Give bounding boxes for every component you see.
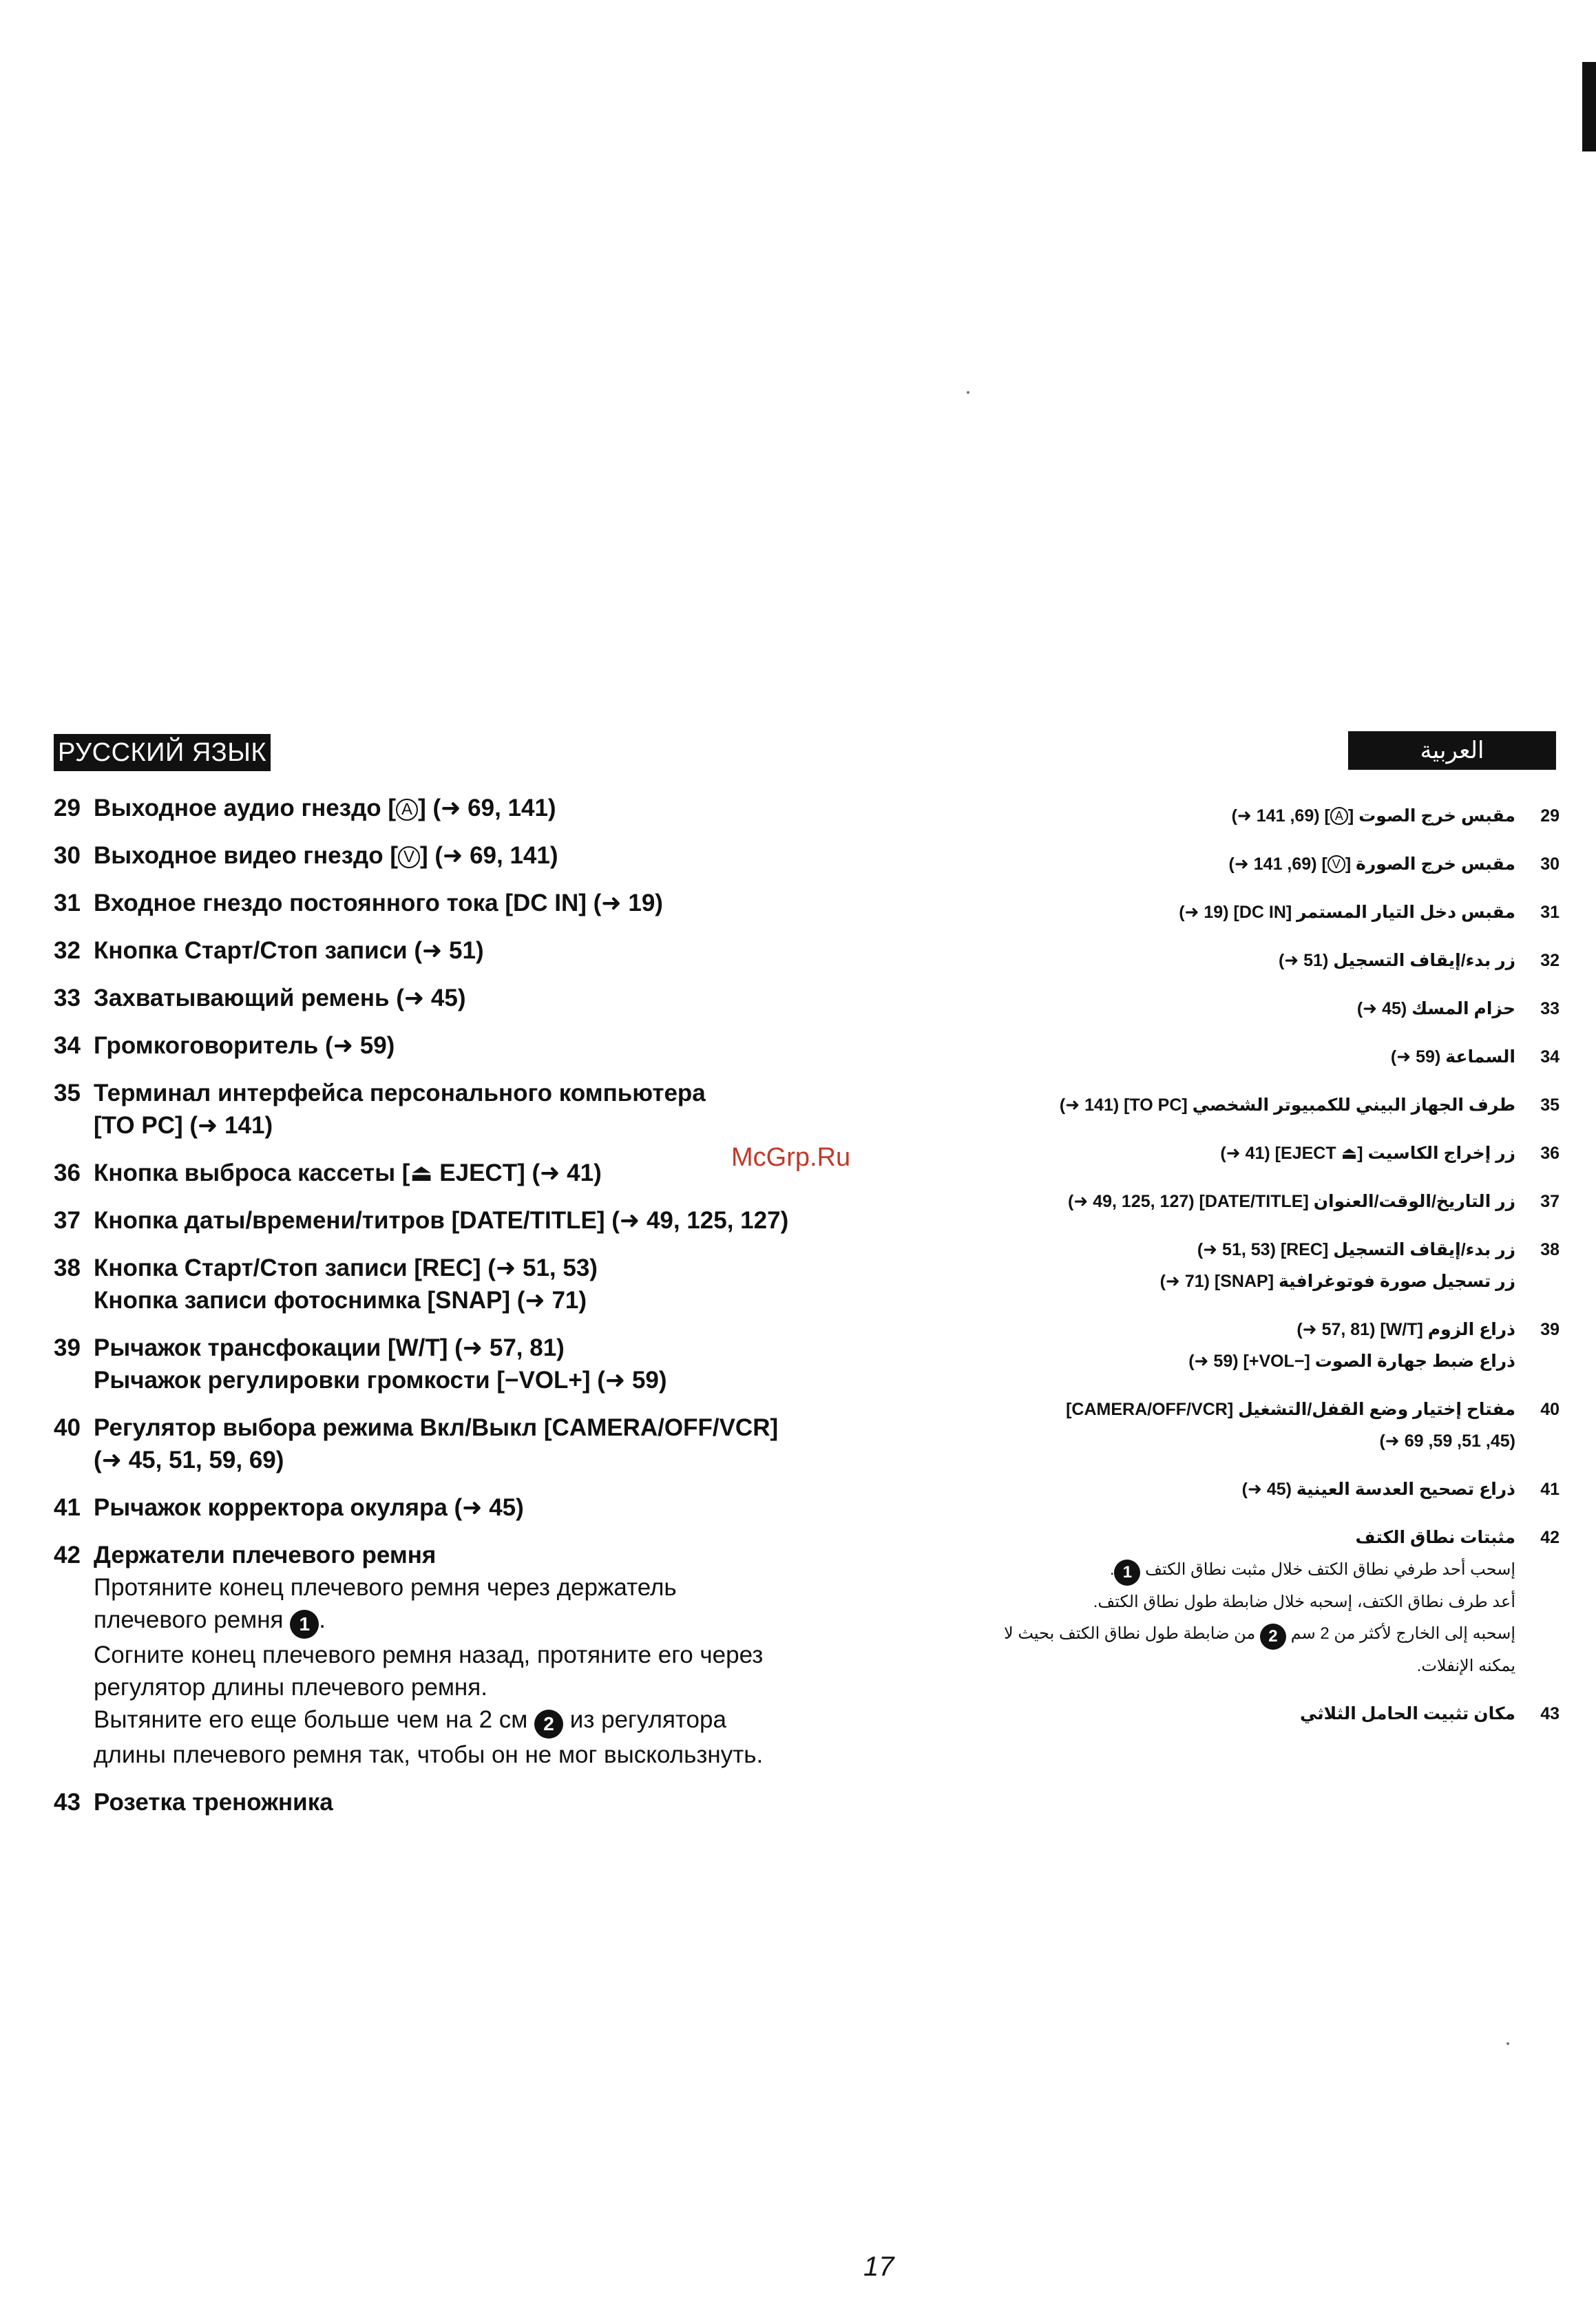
item-text: Кнопка Старт/Стоп записи [REC] (➜ 51, 53) Кнопка записи фотоснимка [SNAP] (➜ 71) xyxy=(94,1255,598,1314)
item-number: 35 xyxy=(54,1080,81,1106)
item-number: 41 xyxy=(1540,1480,1560,1499)
item-text: زر بدء/إيقاف التسجيل (51 ➜) xyxy=(1278,951,1515,970)
item-number: 35 xyxy=(1540,1095,1560,1115)
item-text: Терминал интерфейса персонального компьютера [TO PC] (➜ 141) xyxy=(94,1080,706,1139)
item-number: 42 xyxy=(1540,1528,1560,1547)
item-text: حزام المسك (45 ➜) xyxy=(1356,999,1515,1018)
item-number: 31 xyxy=(54,890,81,916)
page-edge-marker xyxy=(1582,62,1596,151)
scan-speck xyxy=(1506,2042,1509,2045)
item-text: Выходное аудио гнездо [ A ] (➜ 69, 141) xyxy=(94,795,556,821)
item-text: السماعة (59 ➜) xyxy=(1390,1047,1515,1067)
item-text: زر التاريخ/الوقت/العنوان [DATE/TITLE] (49, 125, 127 ➜) xyxy=(1068,1192,1515,1211)
list-item xyxy=(936,1041,1560,1073)
item-text: مقبس خرج الصورة [V] (69, 141 ➜) xyxy=(1228,854,1515,874)
item-number: 40 xyxy=(1540,1400,1560,1419)
section-tab-arabic: العربية xyxy=(1348,731,1556,770)
item-number: 34 xyxy=(1540,1047,1560,1067)
eject-icon: ⏏ xyxy=(410,1160,433,1186)
list-item xyxy=(936,1137,1560,1169)
video-jack-icon: V xyxy=(1327,855,1345,873)
list-item xyxy=(936,896,1560,928)
list-item xyxy=(936,1522,1560,1681)
list-item xyxy=(936,1698,1560,1730)
list-item xyxy=(54,1539,880,1771)
list-item xyxy=(936,848,1560,880)
list-item xyxy=(936,1186,1560,1217)
section-tab-russian: РУССКИЙ ЯЗЫК xyxy=(54,734,271,771)
watermark: McGrp.Ru xyxy=(731,1143,851,1172)
step-1-badge: 1 xyxy=(290,1610,319,1639)
item-number: 33 xyxy=(54,985,81,1011)
video-jack-icon: V xyxy=(398,846,420,868)
item-text: Кнопка даты/времени/титров [DATE/TITLE] (➜ 49, 125, 127) xyxy=(94,1207,789,1234)
item-text: مثبتات نطاق الكتف إسحب أحد طرفي نطاق الكتف خلال مثبت نطاق الكتف 1. أعد طرف نطاق الكتف، إسحبه خلال ضابطة طول نطاق الكتف. إسحبه إلى الخارج لأكثر من 2 سم 2 من ضابطة طول نطاق الكتف بحيث لا يمكنه الإنفلات. xyxy=(1003,1528,1515,1675)
item-number: 40 xyxy=(54,1414,81,1441)
list-item xyxy=(936,1089,1560,1121)
item-number: 41 xyxy=(54,1494,81,1521)
item-text: زر بدء/إيقاف التسجيل [REC] (51, 53 ➜) زر تسجيل صورة فوتوغرافية [SNAP] (71 ➜) xyxy=(1159,1240,1515,1291)
list-item xyxy=(54,1077,880,1142)
list-item xyxy=(54,887,880,919)
list-item xyxy=(54,1252,880,1316)
item-number: 29 xyxy=(54,795,81,821)
list-item xyxy=(54,934,880,967)
item-number: 38 xyxy=(1540,1240,1560,1259)
item-number: 39 xyxy=(54,1334,81,1361)
item-number: 33 xyxy=(1540,999,1560,1018)
item-text: Громкоговоритель (➜ 59) xyxy=(94,1032,395,1059)
russian-parts-list xyxy=(54,792,880,1834)
item-text: ذراع تصحيح العدسة العينية (45 ➜) xyxy=(1241,1480,1515,1499)
item-number: 36 xyxy=(54,1160,81,1186)
item-number: 30 xyxy=(54,842,81,869)
step-2-badge: 2 xyxy=(534,1710,563,1739)
list-item xyxy=(54,1204,880,1237)
list-item xyxy=(54,1786,880,1818)
item-number: 38 xyxy=(54,1255,81,1281)
list-item xyxy=(54,1412,880,1476)
item-text: Регулятор выбора режима Вкл/Выкл [CAMERA/OFF/VCR] (➜ 45, 51, 59, 69) xyxy=(94,1414,779,1473)
eject-icon: ⏏ xyxy=(1341,1144,1358,1163)
list-item xyxy=(54,1332,880,1396)
item-text: Входное гнездо постоянного тока [DC IN] (➜ 19) xyxy=(94,890,663,916)
item-text: Рычажок корректора окуляра (➜ 45) xyxy=(94,1494,524,1521)
list-item xyxy=(936,800,1560,832)
item-text: طرف الجهاز البيني للكمبيوتر الشخصي [TO PC] (141 ➜) xyxy=(1059,1095,1515,1115)
item-text: Рычажок трансфокации [W/T] (➜ 57, 81) Рычажок регулировки громкости [−VOL+] (➜ 59) xyxy=(94,1334,667,1394)
item-number: 42 xyxy=(54,1542,81,1568)
item-text: مكان تثبيت الحامل الثلاثي xyxy=(1299,1704,1515,1723)
item-text: Выходное видео гнездо [ V ] (➜ 69, 141) xyxy=(94,842,558,869)
list-item xyxy=(54,1491,880,1524)
arabic-parts-list xyxy=(936,800,1560,1746)
item-number: 36 xyxy=(1540,1144,1560,1163)
item-number: 43 xyxy=(1540,1704,1560,1723)
item-text: Розетка треножника xyxy=(94,1789,333,1816)
list-item xyxy=(936,1473,1560,1505)
item-text: Кнопка выброса кассеты [⏏ EJECT] (➜ 41) xyxy=(94,1160,602,1186)
item-text: ذراع الزوم [W/T] (57, 81 ➜) ذراع ضبط جهارة الصوت [−VOL+] (59 ➜) xyxy=(1188,1320,1515,1371)
item-text: مقبس خرج الصوت [A] (69, 141 ➜) xyxy=(1231,806,1515,826)
item-number: 32 xyxy=(1540,951,1560,970)
list-item xyxy=(54,839,880,872)
item-text: Кнопка Старт/Стоп записи (➜ 51) xyxy=(94,937,484,964)
list-item xyxy=(936,993,1560,1025)
list-item xyxy=(936,1394,1560,1457)
list-item xyxy=(54,792,880,824)
item-text: Держатели плечевого ремня Протяните конец плечевого ремня через держатель плечевого ремня 1 . Согните конец плечевого ремня назад, протяните его через регулятор длины плечевого ремня. Вытяните его еще больше чем на 2 см 2 из регулятора длины плечевого ремня так, чтобы он не мог выскользнуть. xyxy=(94,1542,764,1768)
item-number: 37 xyxy=(54,1207,81,1234)
list-item xyxy=(936,1234,1560,1297)
item-note: إسحب أحد طرفي نطاق الكتف خلال مثبت نطاق الكتف 1. أعد طرف نطاق الكتف، إسحبه خلال ضابطة طول نطاق الكتف. إسحبه إلى الخارج لأكثر من 2 سم 2 من ضابطة طول نطاق الكتف بحيث لا يمكنه الإنفلات. xyxy=(1003,1560,1515,1675)
item-text: مفتاح إختيار وضع القفل/التشغيل [CAMERA/OFF/VCR] (45, 51, 59, 69 ➜) xyxy=(1066,1400,1515,1451)
item-text: Захватывающий ремень (➜ 45) xyxy=(94,985,466,1011)
item-number: 31 xyxy=(1540,903,1560,922)
item-number: 39 xyxy=(1540,1320,1560,1339)
scan-speck xyxy=(967,391,969,394)
list-item xyxy=(936,945,1560,976)
item-number: 30 xyxy=(1540,854,1560,874)
item-text: زر إخراج الكاسيت [⏏ EJECT] (41 ➜) xyxy=(1220,1144,1515,1163)
list-item xyxy=(936,1314,1560,1377)
audio-jack-icon: A xyxy=(396,799,418,821)
list-item xyxy=(54,1029,880,1062)
item-text: مقبس دخل التيار المستمر [DC IN] (19 ➜) xyxy=(1179,903,1515,922)
item-number: 32 xyxy=(54,937,81,964)
item-note: Протяните конец плечевого ремня через держатель плечевого ремня 1 . Согните конец плечевого ремня назад, протяните его через регулятор длины плечевого ремня. Вытяните его еще больше чем на 2 см 2 из регулятора длины плечевого ремня так, чтобы он не мог выскользнуть. xyxy=(94,1574,764,1768)
audio-jack-icon: A xyxy=(1330,807,1348,825)
item-number: 29 xyxy=(1540,806,1560,826)
item-number: 34 xyxy=(54,1032,81,1059)
item-number: 37 xyxy=(1540,1192,1560,1211)
step-1-badge: 1 xyxy=(1114,1560,1140,1586)
page-number: 17 xyxy=(863,2252,894,2282)
item-number: 43 xyxy=(54,1789,81,1816)
step-2-badge: 2 xyxy=(1260,1624,1286,1650)
list-item xyxy=(54,982,880,1014)
